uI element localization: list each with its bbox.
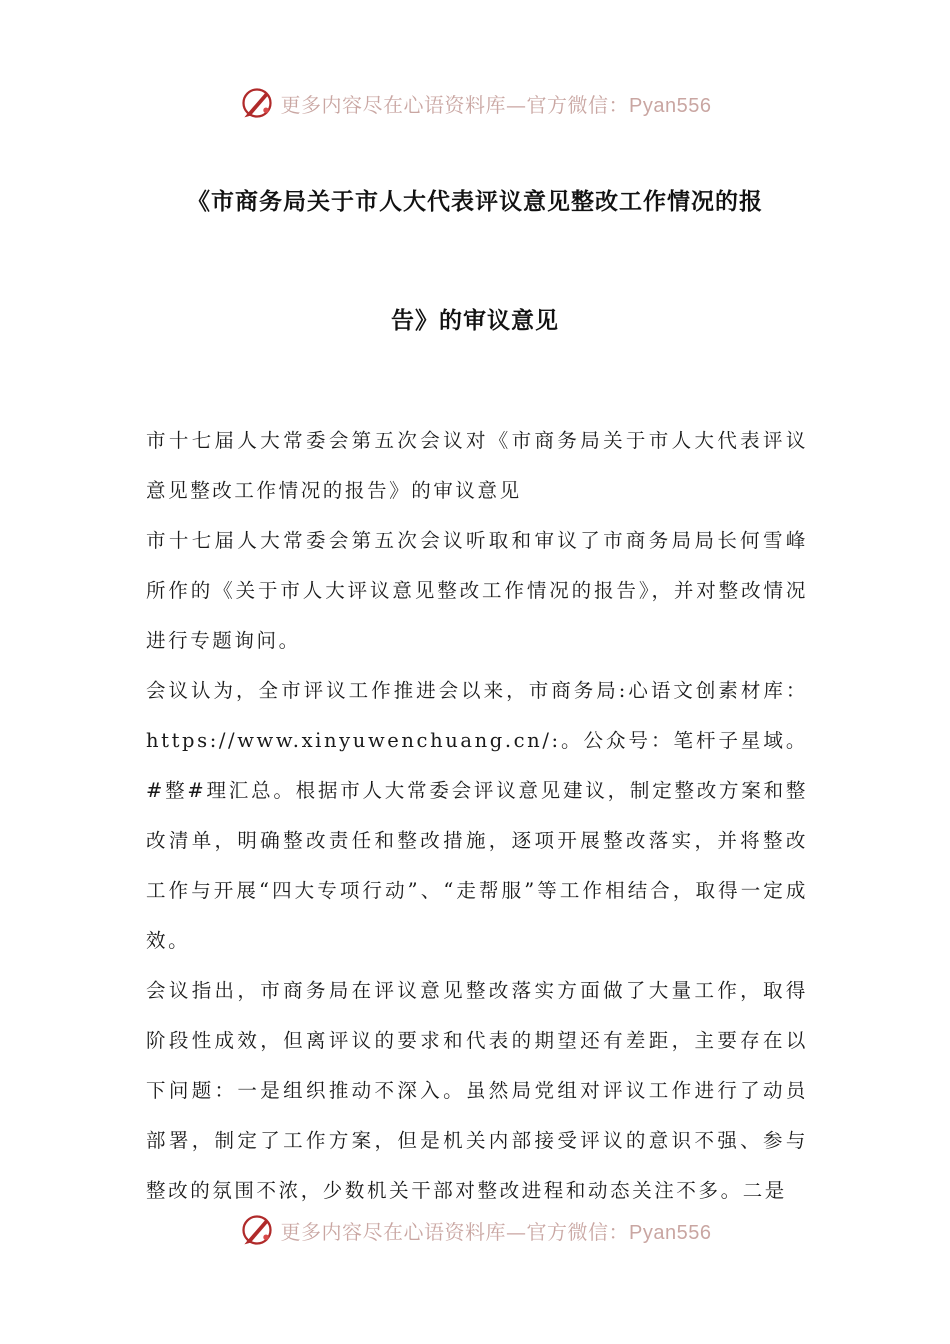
document-title-line-2: 告》的审议意见 — [391, 308, 559, 334]
document-title-line-1: 《市商务局关于市人大代表评议意见整改工作情况的报 — [187, 189, 763, 215]
watermark-banner-bottom — [0, 1208, 950, 1252]
watermark-text: 更多内容尽在心语资料库—官方微信：Pyan556 — [280, 1219, 712, 1244]
watermark-wechat-id: Pyan556 — [629, 1221, 712, 1244]
document-body — [146, 416, 808, 1216]
body-paragraph: 会议指出，市商务局在评议意见整改落实方面做了大量工作，取得阶段性成效，但离评议的要求和代表的期望还有差距，主要存在以下问题：一是组织推动不深入。虽然局党组对评议工作进行了动员部署，制定了工作方案，但是机关内部接受评议的意识不强、参与整改的氛围不浓，少数机关干部对整改进程和动态关注不多。二是 — [146, 979, 808, 1202]
watermark-text: 更多内容尽在心语资料库—官方微信：Pyan556 — [280, 92, 712, 117]
body-paragraph: 市十七届人大常委会第五次会议对《市商务局关于市人大代表评议意见整改工作情况的报告》的审议意见 — [146, 429, 808, 502]
body-paragraph: 会议认为，全市评议工作推进会以来，市商务局:心语文创素材库：https://www.xinyuwenchuang.cn/:。公众号：笔杆子星域。#整#理汇总。根据市人大常委会评议意见建议，制定整改方案和整改清单，明确整改责任和整改措施，逐项开展整改落实，并将整改工作与开展“四大专项行动”、“走帮服”等工作相结合，取得一定成效。 — [146, 679, 808, 952]
pen-circle-logo-icon — [239, 1212, 275, 1248]
watermark-wechat-id: Pyan556 — [629, 94, 712, 117]
body-paragraph: 市十七届人大常委会第五次会议听取和审议了市商务局局长何雪峰所作的《关于市人大评议意见整改工作情况的报告》，并对整改情况进行专题询问。 — [146, 529, 808, 652]
watermark-banner-top — [0, 81, 950, 125]
pen-circle-logo-icon — [239, 85, 275, 121]
